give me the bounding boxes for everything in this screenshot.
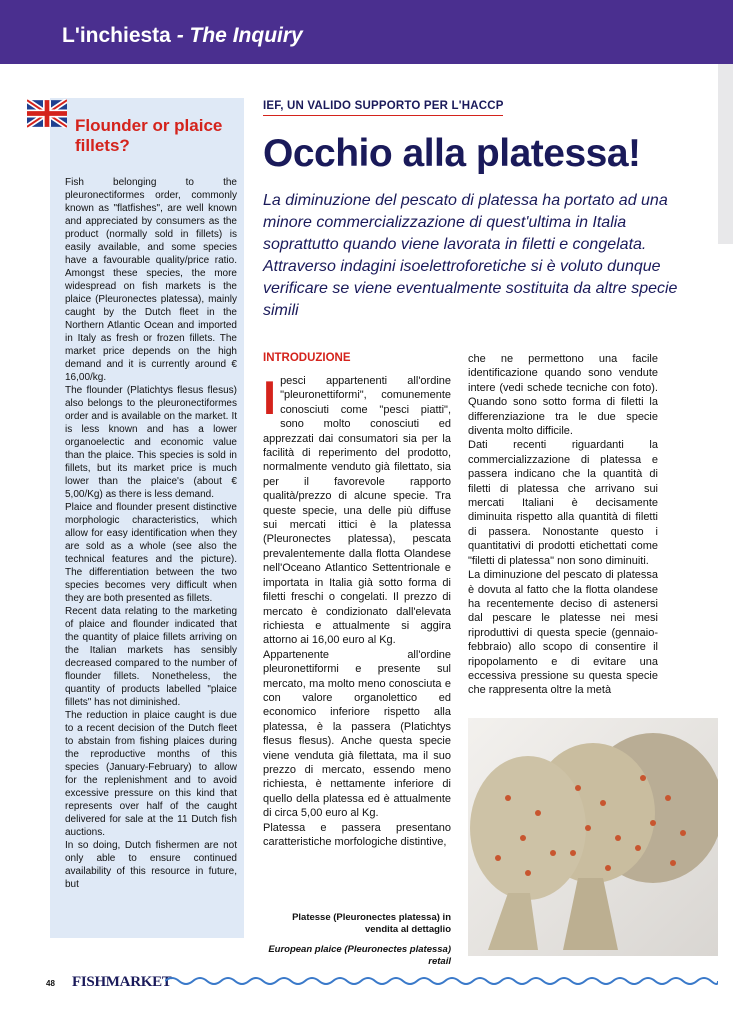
photo-caption-en: European plaice (Pleuronectes platessa) retail xyxy=(268,944,451,967)
sidebar-body xyxy=(65,176,237,891)
sidebar-title: Flounder or plaice fillets? xyxy=(75,116,223,155)
page-number: 48 xyxy=(46,979,55,988)
article-paragraph: Dati recenti riguardanti la commercializzazione di platessa e passera indicano che la quantità di filetti di platessa che arrivano sui mercati Italiani è decisamente diminuita rispetto alla quantità di filetti di passera. Nonostante questo i quantitativi di prodotti etichettati come "filetti di platessa" non sono diminuiti. xyxy=(468,439,658,567)
sidebar-paragraph: Fish belonging to the pleuronectiformes order, commonly known as "flatfishes", are well known and appreciated by consumers as the product (normally sold in fillets) is easily available, and some species have a favourable quality/price ratio. Amongst these species, the more widespread on fish markets is the plaice (Pleuronectes platessa), mainly caught by the Dutch fleet in the Northern Atlantic Ocean and imported in Italy as fresh or frozen fillets. The market price depends on the high demand and it is currently around € 16,00/kg. xyxy=(65,177,237,383)
article-column-1 xyxy=(263,371,451,849)
photo-caption-it: Platesse (Pleuronectes platessa) in vendita al dettaglio xyxy=(292,912,451,935)
section-title-it: L'inchiesta xyxy=(62,24,171,47)
article-paragraph: Appartenente all'ordine pleuronettiformi e presente sul mercato, ma molto meno conosciuta e con valore organolettico ed economico inferiore rispetto alla platessa, è la passera (Platichtys flesus flesus). Anche questa specie viene venduta già filettata, ma il suo prezzo di mercato, essendo meno richiesta, è nettamente inferiore di quello della platessa ed è attualmente di circa 5,00 euro al Kg. xyxy=(263,648,451,820)
article-headline: Occhio alla platessa! xyxy=(263,132,641,175)
sidebar-paragraph: Recent data relating to the marketing of plaice and flounder indicated that the quantity of plaice fillets arriving on the Italian markets has sensibly decreased compared to the number of flounder fillets. Nonetheless, the quantity of products labelled "plaice fillets" has not diminished. xyxy=(65,606,237,708)
page-edge-tab xyxy=(718,64,733,244)
section-title xyxy=(62,24,303,48)
article-paragraph xyxy=(263,371,451,648)
section-title-separator: - xyxy=(170,24,190,47)
sidebar-paragraph: In so doing, Dutch fishermen are not only able to ensure continued availability of this resource in future, but xyxy=(65,840,237,890)
section-heading: INTRODUZIONE xyxy=(263,352,351,364)
article-paragraph: Platessa e passera presentano caratteristiche morfologiche distintive, xyxy=(263,821,451,848)
drop-cap: I xyxy=(263,371,277,424)
wave-decoration xyxy=(165,975,718,987)
magazine-logo: FISHMARKET xyxy=(72,974,172,990)
uk-flag-icon xyxy=(27,99,67,128)
plaice-photo xyxy=(468,718,718,956)
kicker-divider xyxy=(263,115,503,116)
sidebar-paragraph: The flounder (Platichtys flesus flesus) also belongs to the pleuronectiformes order and is available on the market. It is less known and has a lower organoelectic and economic value than the plaice. This species is sold in fillets, but its market price is much lower than the plaice's (about € 5,00/Kg) as there is less demand. xyxy=(65,385,237,500)
article-paragraph-text: pesci appartenenti all'ordine "pleuronettiformi", comunemente conosciuti come "pesci piatti", sono molto conosciuti ed apprezzati dai consumatori sia per la facilità di reperimento del prodotto, normalmente venduto già filettato, sia per il favorevole rapporto qualità/prezzo di alcune specie. Tra queste specie, una delle più diffuse sui mercati ittici è la platessa (Pleuronectes platessa), pescata prevalentemente dalla flotta Olandese nell'Oceano Atlantico Settentrionale e importata in Italia già sotto forma di filetti freschi o congelati. Il prezzo di mercato è condizionato dall'elevata richiesta e attualmente si aggira attorno ai 16,00 euro al Kg. xyxy=(263,375,451,647)
article-column-2 xyxy=(468,352,658,698)
sidebar-paragraph: Plaice and flounder present distinctive morphologic characteristics, which allow for easy identification when they are sold as a whole (see also the technical features and the picture). The differentiation between the two species becomes very difficult when they are both presented as fillets. xyxy=(65,502,237,604)
article-kicker: IEF, UN VALIDO SUPPORTO PER L'HACCP xyxy=(263,100,504,112)
section-title-en: The Inquiry xyxy=(189,24,303,47)
article-lead: La diminuzione del pescato di platessa ha portato ad una minore commercializzazione di quest'ultima in Italia soprattutto quando viene lavorata in filetti e congelata. Attraverso indagini isoelettroforetiche si è voluto dunque verificare se viene eventualmente sostituita da altre specie simili xyxy=(263,192,678,319)
article-paragraph: La diminuzione del pescato di platessa è dovuta al fatto che la flotta olandese ha recentemente deciso di astenersi dal pescare le platesse nei mesi riproduttivi di questa specie (gennaio-febbraio) allo scopo di consentire il ripopolamento e di evitare una eccessiva pressione su questa specie che rappresenta oltre la metà xyxy=(468,569,658,697)
sidebar-paragraph: The reduction in plaice caught is due to a recent decision of the Dutch fleet to abstain from fishing plaices during the reproductive months of this species (January-February) to allow for the replenishment and to avoid excessive pressure on this kind that represents over half of the caught delivered for sale at the 11 Dutch fish auctions. xyxy=(65,710,237,838)
article-paragraph: che ne permettono una facile identificazione quando sono vendute intere (vedi schede tecniche con foto). Quando sono sotto forma di filetti la differenziazione tra le due specie diventa molto difficile. xyxy=(468,353,658,438)
